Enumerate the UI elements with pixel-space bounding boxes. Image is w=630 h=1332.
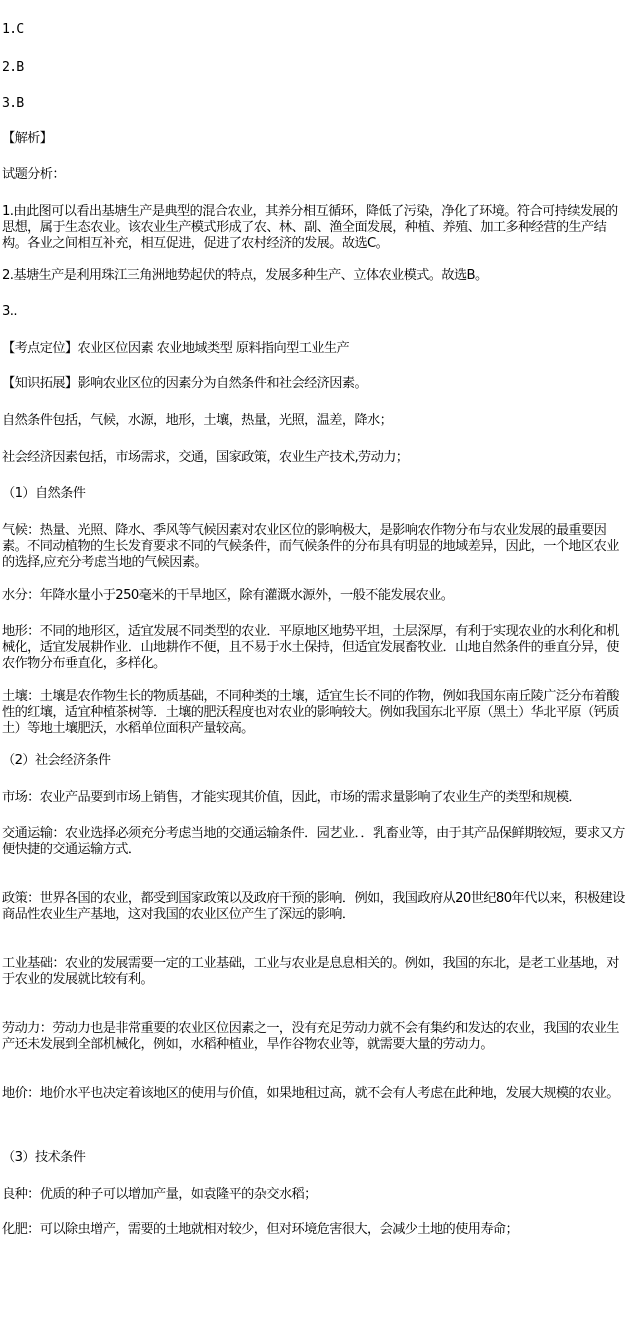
section-heading-natural: （1）自然条件 xyxy=(2,486,86,501)
social-summary: 社会经济因素包括，市场需求，交通，国家政策，农业生产技术,劳动力； xyxy=(2,450,409,465)
analysis-paragraph-2: 2.基塘生产是利用珠江三角洲地势起伏的特点，发展多种生产、立体农业模式。故选B。 xyxy=(2,268,488,283)
market-paragraph: 市场：农业产品要到市场上销售，才能实现其价值，因此，市场的需求量影响了农业生产的类型和规模． xyxy=(2,790,582,805)
labor-paragraph: 劳动力：劳动力也是非常重要的农业区位因素之一，没有充足劳动力就不会有集约和发达的农业，我国的农业生产还未发展到全部机械化，例如，水稻种植业，旱作谷物农业等，就需要大量的劳动力。 xyxy=(2,1021,619,1052)
analysis-paragraph-1: 1.由此图可以看出基塘生产是典型的混合农业，其养分相互循环，降低了污染，净化了环境。符合可持续发展的思想，属于生态农业。该农业生产模式形成了农、林、副、渔全面发展，种植、养殖、加工多种经营的生产结构。各业之间相互补充，相互促进，促进了农村经济的发展。故选C。 xyxy=(2,204,618,251)
kaodian-line: 【考点定位】农业区位因素 农业地域类型 原料指向型工业生产 xyxy=(2,341,350,356)
soil-paragraph: 土壤：土壤是农作物生长的物质基础，不同种类的土壤，适宜生长不同的作物，例如我国东南丘陵广泛分布着酸性的红壤，适宜种植茶树等．土壤的肥沃程度也对农业的影响较大。例如我国东北平原（黑土）华北平原（钙质土）等地土壤肥沃，水稻单位面积产量较高。 xyxy=(2,689,619,736)
seed-paragraph: 良种：优质的种子可以增加产量，如袁隆平的杂交水稻； xyxy=(2,1187,317,1202)
section-heading-social: （2）社会经济条件 xyxy=(2,753,111,768)
climate-paragraph: 气候：热量、光照、降水、季风等气候因素对农业区位的影响极大，是影响农作物分布与农业发展的最重要因素。不同动植物的生长发育要求不同的气候条件，而气候条件的分布具有明显的地域差异，因此，一个地区农业的选择,应充分考虑当地的气候因素。 xyxy=(2,523,619,570)
analysis-intro: 试题分析： xyxy=(2,167,65,182)
zhishi-line: 【知识拓展】影响农业区位的因素分为自然条件和社会经济因素。 xyxy=(2,376,368,391)
natural-summary: 自然条件包括，气候，水源，地形，土壤，热量，光照，温差，降水； xyxy=(2,413,393,428)
analysis-heading: 【解析】 xyxy=(2,131,53,146)
fertilizer-paragraph: 化肥：可以除虫增产，需要的土地就相对较少，但对环境危害很大，会减少土地的使用寿命； xyxy=(2,1222,519,1237)
analysis-paragraph-3: 3.. xyxy=(2,304,17,319)
land-price-paragraph: 地价：地价水平也决定着该地区的使用与价值，如果地租过高，就不会有人考虑在此种地，发展大规模的农业。 xyxy=(2,1086,619,1101)
terrain-paragraph: 地形：不同的地形区，适宜发展不同类型的农业．平原地区地势平坦，土层深厚，有利于实现农业的水利化和机械化，适宜发展耕作业．山地耕作不便，且不易于水土保持，但适宜发展畜牧业．山地自然条件的垂直分异，使农作物分布垂直化，多样化。 xyxy=(2,624,619,671)
answer-3: 3.B xyxy=(2,96,24,111)
answer-1: 1.C xyxy=(2,22,24,37)
answer-2: 2.B xyxy=(2,60,24,75)
water-paragraph: 水分：年降水量小于250毫米的干旱地区，除有灌溉水源外，一般不能发展农业。 xyxy=(2,588,454,603)
industry-paragraph: 工业基础：农业的发展需要一定的工业基础，工业与农业是息息相关的。例如，我国的东北，是老工业基地，对于农业的发展就比较有利。 xyxy=(2,956,619,987)
transport-paragraph: 交通运输：农业选择必须充分考虑当地的交通运输条件．园艺业．．乳畜业等，由于其产品保鲜期较短，要求又方便快捷的交通运输方式． xyxy=(2,826,625,857)
section-heading-technology: （3）技术条件 xyxy=(2,1150,86,1165)
policy-paragraph: 政策：世界各国的农业，都受到国家政策以及政府干预的影响．例如，我国政府从20世纪80年代以来，积极建设商品性农业生产基地，这对我国的农业区位产生了深远的影响． xyxy=(2,891,625,922)
